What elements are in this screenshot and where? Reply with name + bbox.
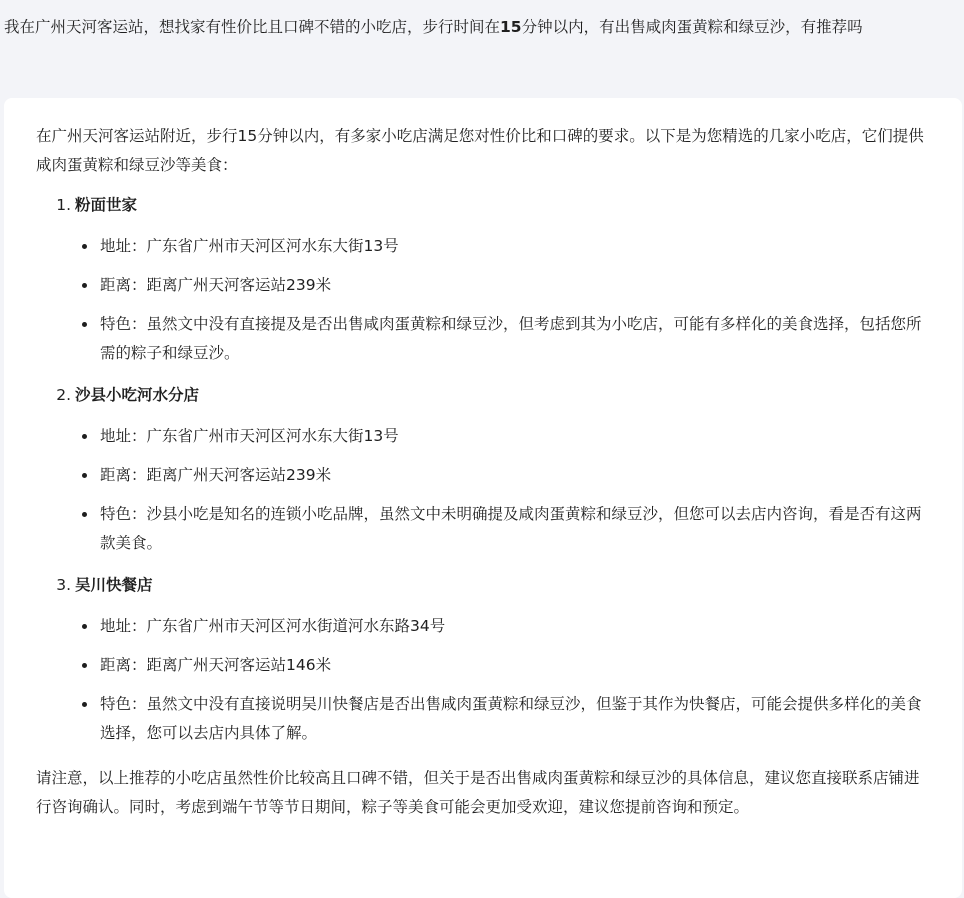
shop-name: 沙县小吃河水分店 (75, 386, 200, 404)
shop-number: 2. (56, 386, 71, 404)
user-query-highlight: 15 (500, 18, 522, 36)
shop-number: 1. (56, 196, 71, 214)
shop-distance: 距离：距离广州天河客运站239米 (36, 461, 932, 490)
shop-distance: 距离：距离广州天河客运站239米 (36, 271, 932, 300)
answer-note: 请注意，以上推荐的小吃店虽然性价比较高且口碑不错，但关于是否出售咸肉蛋黄粽和绿豆沙的具体信息，建议您直接联系店铺进行咨询确认。同时，考虑到端午节等节日期间，粽子等美食可能会更加受欢迎，建议您提前咨询和预定。 (36, 769, 920, 816)
user-query (0, 0, 964, 40)
answer-intro: 在广州天河客运站附近，步行15分钟以内，有多家小吃店满足您对性价比和口碑的要求。以下是为您精选的几家小吃店，它们提供咸肉蛋黄粽和绿豆沙等美食： (36, 127, 924, 174)
shop-feature: 特色：虽然文中没有直接提及是否出售咸肉蛋黄粽和绿豆沙，但考虑到其为小吃店，可能有多样化的美食选择，包括您所需的粽子和绿豆沙。 (36, 310, 932, 368)
shop-feature: 特色：虽然文中没有直接说明吴川快餐店是否出售咸肉蛋黄粽和绿豆沙，但鉴于其作为快餐店，可能会提供多样化的美食选择，您可以去店内具体了解。 (36, 690, 932, 748)
shop-title (36, 384, 932, 406)
user-query-text-1: 我在广州天河客运站，想找家有性价比且口碑不错的小吃店，步行时间在 (4, 18, 501, 36)
shop-address: 地址：广东省广州市天河区河水东大街13号 (36, 232, 932, 261)
shop-name: 吴川快餐店 (75, 576, 153, 594)
shop-item-1 (36, 194, 932, 368)
shop-item-2 (36, 384, 932, 558)
shop-details (36, 422, 932, 558)
shop-address: 地址：广东省广州市天河区河水东大街13号 (36, 422, 932, 451)
shop-list (36, 194, 932, 748)
shop-feature: 特色：沙县小吃是知名的连锁小吃品牌，虽然文中未明确提及咸肉蛋黄粽和绿豆沙，但您可以去店内咨询，看是否有这两款美食。 (36, 500, 932, 558)
shop-details (36, 232, 932, 368)
shop-item-3 (36, 574, 932, 748)
shop-details (36, 612, 932, 748)
shop-title (36, 574, 932, 596)
shop-address: 地址：广东省广州市天河区河水街道河水东路34号 (36, 612, 932, 641)
user-query-text-2: 分钟以内，有出售咸肉蛋黄粽和绿豆沙，有推荐吗 (521, 18, 863, 36)
shop-distance: 距离：距离广州天河客运站146米 (36, 651, 932, 680)
shop-number: 3. (56, 576, 71, 594)
answer-card (4, 98, 962, 898)
shop-name: 粉面世家 (75, 196, 138, 214)
shop-title (36, 194, 932, 216)
